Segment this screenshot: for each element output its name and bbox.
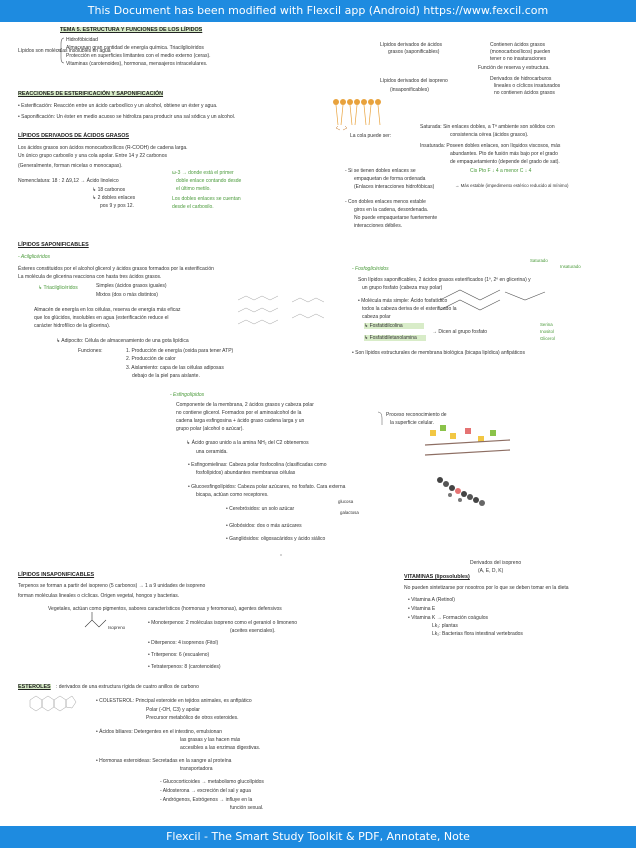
function-insulation: 3. Aislamiento: capa de las células adiposas [126, 365, 224, 371]
cholesterol-2: Polar (-OH, C3) y apolar [146, 707, 200, 713]
fatty-acid-text-2: Un único grupo carboxilo y una cola apolar. Entre 14 y 22 carbonos [18, 153, 167, 159]
terpenes-text-2: forman moléculas lineales o cíclicas. Origen vegetal, hongos y bacterias. [18, 593, 180, 599]
derived-isoprene: Lípidos derivados del isopreno [380, 78, 448, 84]
derived-isoprene-note-1: Derivados de hidrocarburos [490, 76, 552, 82]
acylglycerides-text-1: Ésteres constituidos por el alcohol glicerol y ácidos grasos formados por la esterificación [18, 266, 214, 272]
acylglycerides-text-2: La molécula de glicerina reacciona con hasta tres ácidos grasos. [18, 274, 162, 280]
derived-fatty-acids: Lípidos derivados de ácidos [380, 42, 442, 48]
steroid-rings [30, 696, 76, 711]
lipid-bilayer-figure [333, 99, 381, 130]
vitamin-e: • Vitamina E [408, 606, 436, 612]
triacylglycerides-mixed: Mixtos (dos o más distintos) [96, 292, 158, 298]
triacylglycerides-simple: Simples (ácidos grasos iguales) [96, 283, 167, 289]
steroid-hormones-2: transportadora [180, 766, 213, 772]
tag-function-3: carácter hidrofílico de la glicerina). [34, 323, 111, 329]
derived-isoprene-sub: (insaponificables) [390, 87, 429, 93]
double-bond-stability-3: No puede empaquetarse fuertemente [354, 215, 438, 221]
phosphoglycerides-text-5: cabeza polar [362, 314, 391, 320]
head-glycerol: Glicerol [540, 336, 555, 341]
section-title-fatty-acids: LÍPIDOS DERIVADOS DE ÁCIDOS GRASOS [18, 133, 130, 139]
function-heat: 2. Producción de calor [126, 356, 176, 362]
derived-fatty-acids-sub: grasos (saponificables) [388, 49, 440, 55]
derived-fatty-acids-note-2: (monocarboxílicos) pueden [490, 49, 551, 55]
double-bond-note-2: desde el carboxilo. [172, 204, 214, 210]
steroid-hormones-1: • Hormonas esteroideas: Secretadas en la sangre al proteína [96, 758, 232, 764]
unsaturated-tail-3: de empaquetamiento (depende del grado de sat). [450, 159, 560, 165]
phosphoglycerides-heading: - Fosfoglicéridos [352, 266, 389, 272]
function-insulation-2: debajo de la piel para aislante. [132, 373, 200, 379]
triglyceride-figure [238, 296, 324, 324]
sphingolipids-text-1: Componente de la membrana, 2 ácidos grasos y cabeza polar [176, 402, 314, 408]
cholesterol-1: • COLESTEROL: Principal esteroide en tejidos animales, es anfipático [96, 698, 252, 704]
androgens-2: función sexual. [230, 805, 264, 811]
vitamin-isoprene-note: Derivados del isopreno [470, 560, 522, 566]
section-title-insaponifiable: LÍPIDOS INSAPONIFICABLES [18, 572, 95, 578]
ceramide-note-2: una ceramida. [196, 449, 228, 455]
glycosphingolipids-1: • Glucoesfingolípidos: Cabeza polar azúcares, no fosfato. Cara externa [188, 484, 346, 490]
nomenclature-positions: pos 9 y pos 12. [100, 203, 134, 209]
section-title-reactions: REACCIONES DE ESTERIFICACIÓN Y SAPONIFICACIÓN [18, 91, 164, 97]
head-inositol: Inositol [540, 329, 554, 334]
section-title-saponifiable: LÍPIDOS SAPONIFICABLES [18, 242, 89, 248]
packing-note-4: → Más estable (impedimento estérico reducido al mínimo) [455, 183, 569, 188]
vitamins-heading: VITAMINAS (liposolubles) [404, 574, 470, 580]
steroles-text: : derivados de una estructura rígida de cuatro anillos de carbono [56, 684, 199, 690]
vitamin-k: • Vitamina K → Formación coágulos [408, 615, 489, 621]
lipids-intro: Lípidos son moléculas insolubles en agua [18, 48, 111, 54]
double-bond-note-1: Los dobles enlaces se cuentan [172, 196, 241, 202]
monoterpenes: • Monoterpenos: 2 moléculas isopreno como el geraniol o limoneno [148, 620, 298, 626]
bile-acids-2: las grasas y las hacen más [180, 737, 241, 743]
phosphatidylethanolamine: ↳ Fosfatidiletanolamina [364, 335, 417, 341]
sphingolipids-heading: - Esfingolípidos [170, 392, 205, 398]
unsaturated-label: Insaturado [560, 264, 581, 269]
vitamin-k2: Lk₂: Bacterias flora intestinal vertebrados [432, 631, 523, 637]
flexcil-top-banner[interactable]: This Document has been modified with Flexcil app (Android) https://www.fexcil.com [0, 0, 636, 22]
packing-note-3: (Enlaces interacciones hidrofóbicas) [354, 184, 435, 190]
phosphoglycerides-text-4: todos la cabeza deriva de el esterificado la [362, 306, 457, 312]
bile-acids-1: • Ácidos biliares: Detergentes en el intestino, emulsionan [96, 729, 222, 735]
lipid-function-1: Hidrofóbicidad [66, 37, 98, 43]
gangliosides: • Gangliósidos: oligosacáridos y ácido siálico [226, 536, 326, 542]
sphingomyelins-1: • Esfingomielinas: Cabeza polar fosfocolina (clasificadas como [188, 462, 327, 468]
tail-types-label: La cola puede ser: [350, 133, 392, 139]
lipid-function-2: Almacenan gran cantidad de energía química. Triacilglicéridos [66, 45, 204, 51]
phosphatidylcholine: ↳ Fosfatidilcolina [364, 323, 403, 329]
omega-note-1: ω-3 → donde está el primer [172, 170, 234, 176]
tag-function-2: que los glúcidos, insolubles en agua (esterificación reduce el [34, 315, 169, 321]
cerebrosides-glucose: glucosa [338, 499, 354, 504]
double-bond-stability-2: giros en la cadena, desordenada. [354, 207, 429, 213]
packing-note-2: empaquetan de forma ordenada [354, 176, 426, 182]
bile-acids-3: accesibles a las enzimas digestivas. [180, 745, 261, 751]
double-bond-stability-4: interacciones débiles. [354, 223, 403, 229]
sphingolipids-text-2: no contiene glicerol. Formados por el aminoalcohol de la [176, 410, 302, 416]
phosphoglycerides-text-2: un grupo fosfato (cabeza muy polar) [362, 285, 443, 291]
phosphoglycerides-structural: • Son lípidos estructurales de membrana biológica (bicapa lipídica) anfipáticos [352, 350, 525, 356]
derived-fatty-acids-note-1: Contienen ácidos grasos [490, 42, 546, 48]
phosphatidic-acid: • Molécula más simple: Ácido fosfatídico [358, 298, 448, 304]
isoprene-structure [85, 612, 106, 627]
saponification-text: • Saponificación: Un éster en medio acuoso se hidroliza para producir una sal sódica y un alcohol. [18, 114, 236, 120]
vitamin-k1: Lk₁: plantas [432, 623, 458, 629]
monoterpenes-2: (aceites esenciales). [230, 628, 276, 634]
phosphoglycerides-text-1: Son lípidos saponificables, 2 ácidos grasos esterificados (1º, 2º en glicerina) y [358, 277, 531, 283]
phosphate-group-note: → Dicen al grupo fosfato [432, 329, 488, 335]
globosides: • Globósidos: dos o más azúcares [226, 523, 302, 529]
recognition-process-2: la superficie celular. [390, 420, 434, 426]
aldosterone: - Aldosterona → excreción del sal y agua [160, 788, 251, 794]
omega-note-2: doble enlace contando desde [176, 178, 242, 184]
terpenes-text-3: Vegetales, actúan como pigmentos, sabores característicos (hormonas y feromonas), agentes defensivos [48, 606, 282, 612]
saturated-tail-1: Saturada: Sin enlaces dobles, a Tª ambiente son sólidos con [420, 124, 555, 130]
acylglycerides-heading: - Acilglicéridos [18, 254, 51, 260]
esterification-text: • Esterificación: Reacción entre un ácido carboxílico y un alcohol, obtiene un éster y agua. [18, 103, 218, 109]
nomenclature-carbons: ↳ 18 carbonos [92, 187, 126, 193]
recognition-process: Proceso reconocimiento de [386, 412, 447, 418]
glycosphingolipids-2: bicapa, actúan como receptores. [196, 492, 269, 498]
double-bond-stability-1: - Con dobles enlaces menos estable [345, 199, 426, 205]
ceramide-note-1: ↳ Ácido graso unido a la amina NH₂ del C2 obtenemos [186, 440, 309, 446]
vitamins-text: No pueden sintetizarse por nosotros por lo que se deben tomar en la dieta [404, 585, 569, 591]
cerebrosides-galactose: galactosa [340, 510, 359, 515]
section-title-steroles: ESTEROLES [18, 684, 51, 690]
diterpenes: • Diterpenos: 4 isoprenos (Fitol) [148, 640, 219, 646]
function-energy: 1. Producción de energía (oxida para tener ATP) [126, 348, 234, 354]
lipid-function-4: Vitaminas (carotenoides), hormonas, mensajeros intracelulares. [66, 61, 208, 67]
glucocorticoids: - Glucocorticoides → metabolismo glucolípidos [160, 779, 264, 785]
cholesterol-3: Precursor metabólico de otros esteroides. [146, 715, 239, 721]
androgens: - Andrógenos, Estrógenos → influye en la [160, 797, 253, 803]
vitamin-a: • Vitamina A (Retinol) [408, 597, 455, 603]
nomenclature: Nomenclatura: 18 : 2 Δ9,12 → Ácido linoleico [18, 178, 119, 184]
vitamin-list-note: (A, E, D, K) [478, 568, 504, 574]
functions-label: Funciones: [78, 348, 103, 354]
cis-note: Cis Pto F ↓ 4 a menor C ↓ 4 [470, 168, 532, 174]
isoprene-label: Isopreno [108, 625, 126, 630]
fatty-acid-text-3: (Generalmente, forman micelas o monocapas). [18, 163, 123, 169]
saturated-label: Saturado [530, 258, 548, 263]
derived-fatty-acids-note-4: Función de reserva y estructura. [478, 65, 550, 71]
omega-note-3: el último metilo. [176, 186, 211, 192]
sphingomyelins-2: fosfolípidos) abundantes membranas células [196, 470, 296, 476]
lipid-function-3: Protección en superficies limitantes con el medio externo (ceras). [66, 53, 211, 59]
sphingolipids-text-3: cadena larga esfingosina + ácido graso cadena larga y un [176, 418, 305, 424]
derived-fatty-acids-note-3: tener o no insaturaciones [490, 56, 547, 62]
nomenclature-double-bonds: ↳ 2 dobles enlaces [92, 195, 136, 201]
cerebrosides: • Cerebrósidos: un solo azúcar [226, 506, 295, 512]
unsaturated-tail-2: abundantes. Pto de fusión más bajo por el grado [450, 151, 558, 157]
derived-isoprene-note-2: lineales o cíclicos insaturados [494, 83, 561, 89]
tag-function-1: Almacén de energía en los células, reserva de energía más eficaz [34, 307, 181, 313]
sphingomyelin-molecule [437, 477, 485, 506]
sphingolipid-figure [425, 425, 510, 455]
unsaturated-tail-1: Insaturada: Poseen dobles enlaces, son líquidos viscosos, más [420, 143, 561, 149]
saturated-tail-2: consistencia cérea (ácidos grasos). [450, 132, 529, 138]
triterpenes: • Triterpenos: 6 (escualeno) [148, 652, 210, 658]
adipocyte-note: ↳ Adipocito: Célula de almacenamiento de una gota lipídica [56, 338, 189, 344]
terpenes-text-1: Terpenos se forman a partir del isopreno (5 carbonos) → 1 a 9 unidades de isopreno [18, 583, 206, 589]
section-title-structure: TEMA 5. ESTRUCTURA Y FUNCIONES DE LOS LÍPIDOS [60, 27, 203, 33]
flexcil-bottom-banner[interactable]: Flexcil - The Smart Study Toolkit & PDF, Annotate, Note [0, 826, 636, 848]
fatty-acid-text-1: Los ácidos grasos son ácidos monocarboxílicos (R-COOH) de cadena larga. [18, 145, 188, 151]
tetraterpenes: • Tetraterpenos: 8 (carotenoides) [148, 664, 221, 670]
sphingolipids-text-4: grupo polar (alcohol o azúcar). [176, 426, 244, 432]
packing-note-1: - Si se tienen dobles enlaces se [345, 168, 416, 174]
triacylglycerides-label: ↳ Triacilglicéridos [38, 285, 78, 291]
derived-isoprene-note-3: no contienen ácidos grasos [494, 90, 555, 96]
head-serine: Serina [540, 322, 553, 327]
